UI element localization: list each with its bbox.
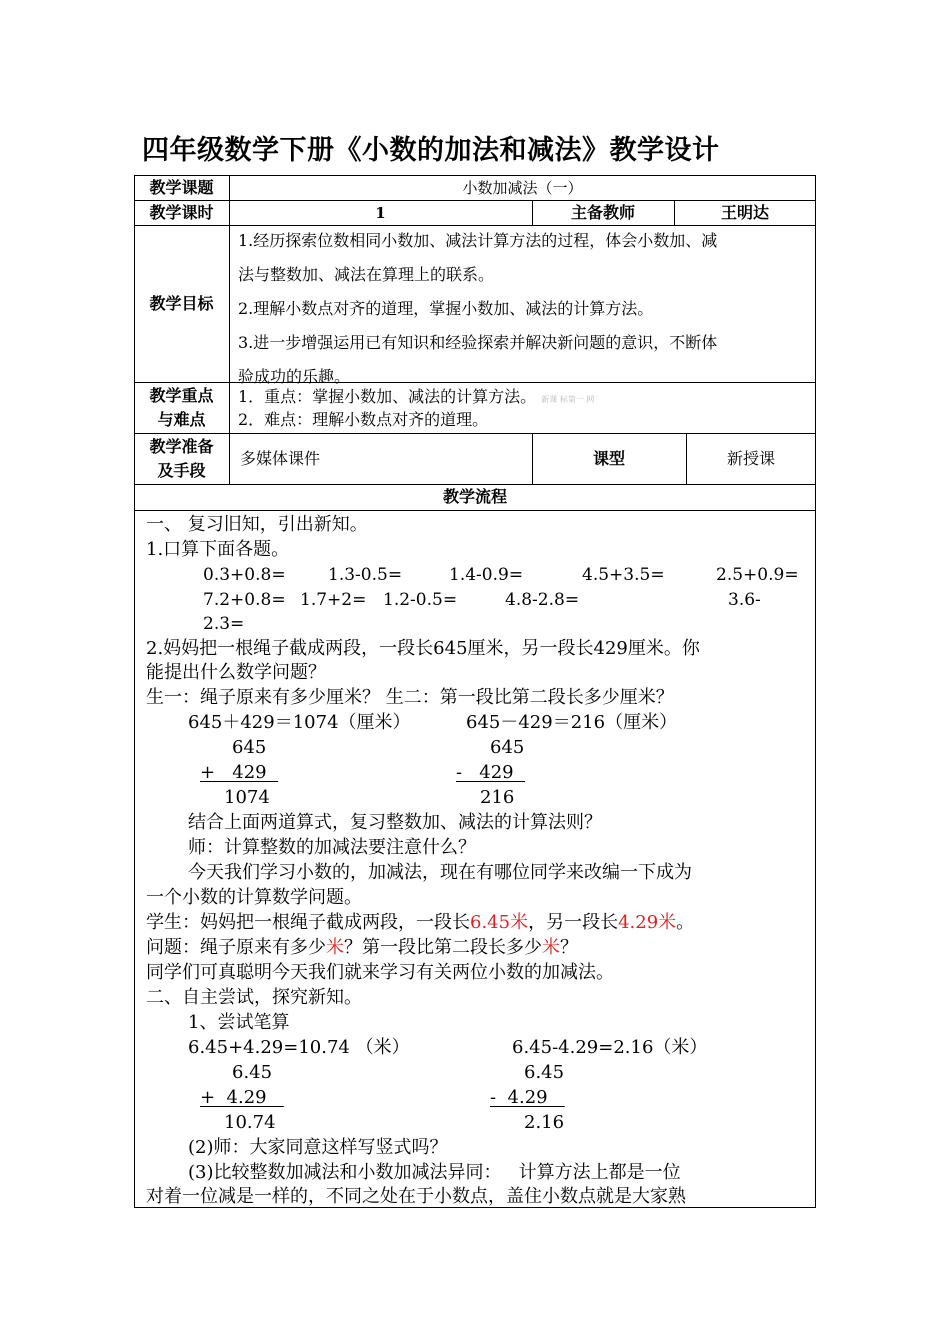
flow-label: 教学流程	[442, 487, 507, 506]
oral-calc: 1.2-0.5=	[383, 590, 458, 610]
goals-label: 教学目标	[149, 294, 214, 313]
compare-line: 对着一位减是一样的，不同之处在于小数点，盖住小数点就是大家熟	[146, 1186, 686, 1207]
oral-calc: 3.6-	[728, 590, 761, 610]
compare-line: (3)比较整数加减法和小数加减法异同： 计算方法上都是一位	[188, 1162, 681, 1183]
student-answer-text: ，另一段长	[528, 912, 619, 933]
question-2-line: 2.妈妈把一根绳子截成两段，一段长645厘米，另一段长429厘米。你	[146, 638, 700, 659]
table-rule	[134, 433, 816, 434]
today-line: 一个小数的计算数学问题。	[146, 887, 362, 908]
oral-calc: 1.3-0.5=	[328, 565, 403, 585]
key-label-2: 与难点	[157, 410, 206, 429]
prep-label-1: 教学准备	[149, 437, 214, 456]
vertical2-add-mid: + 4.29	[200, 1087, 284, 1108]
oral-calc: 4.5+3.5=	[582, 565, 665, 585]
topic-value: 小数加减法（一）	[462, 179, 583, 197]
type-label: 课型	[592, 449, 625, 468]
problem-text: ？第一段比第二段长多少	[344, 937, 542, 958]
goal-line: 2.理解小数点对齐的道理，掌握小数加、减法的计算方法。	[238, 299, 654, 318]
problem-text: ？	[560, 937, 578, 958]
section-2-title: 二、自主尝试，探究新知。	[146, 987, 362, 1008]
watermark-note: 新课 标第一 网	[541, 395, 595, 404]
problem-line	[146, 936, 578, 960]
vertical2-add-result: 10.74	[224, 1112, 276, 1133]
question-1: 1.口算下面各题。	[146, 539, 290, 560]
document-title: 四年级数学下册《小数的加法和减法》教学设计	[142, 135, 720, 166]
section-2-step: 1、尝试笔算	[188, 1012, 290, 1033]
section-1-title: 一、 复习旧知，引出新知。	[146, 514, 368, 535]
student-answer	[146, 911, 694, 935]
highlight-unit: 米	[326, 937, 344, 958]
key-point-2: 2．难点：理解小数点对齐的道理。	[238, 410, 489, 429]
vertical2-sub-top: 6.45	[524, 1062, 565, 1083]
prep-label-2: 及手段	[157, 461, 206, 480]
key-label-1: 教学重点	[149, 386, 214, 405]
equation2-sub: 6.45-4.29=2.16（米）	[512, 1037, 708, 1058]
table-rule	[134, 510, 816, 511]
vertical-sub-result: 216	[480, 787, 515, 808]
oral-calc: 4.8-2.8=	[505, 590, 580, 610]
student-answer-text: 。	[676, 912, 695, 933]
goal-line: 法与整数加、减法在算理上的联系。	[238, 265, 495, 284]
student-questions: 生一：绳子原来有多少厘米？ 生二：第一段比第二段长多少厘米？	[146, 687, 674, 708]
question-2-line: 能提出什么数学问题？	[146, 662, 326, 683]
period-label: 教学课时	[149, 203, 214, 222]
highlight-value: 6.45米	[470, 912, 529, 933]
praise-line: 同学们可真聪明今天我们就来学习有关两位小数的加减法。	[146, 962, 614, 983]
teacher-agree-question: (2)师：大家同意这样写竖式吗？	[188, 1137, 448, 1158]
problem-text: 问题：绳子原来有多少	[146, 937, 326, 958]
highlight-unit: 米	[542, 937, 560, 958]
period-value: 1	[375, 204, 386, 222]
prep-value: 多媒体课件	[240, 449, 321, 468]
key-point-text: 1．重点：掌握小数加、减法的计算方法。	[238, 387, 537, 406]
student-answer-text: 学生：妈妈把一根绳子截成两段，一段长	[146, 912, 470, 933]
vertical2-sub-mid: - 4.29	[490, 1087, 565, 1108]
goal-line: 1.经历探索位数相同小数加、减法计算方法的过程，体会小数加、减	[238, 231, 718, 250]
equation-add: 645＋429＝1074（厘米）	[188, 712, 411, 733]
highlight-value: 4.29米	[618, 912, 677, 933]
today-line: 今天我们学习小数的，加减法，现在有哪位同学来改编一下成为	[188, 862, 692, 883]
vertical2-add-top: 6.45	[232, 1062, 273, 1083]
topic-label: 教学课题	[149, 178, 214, 197]
vertical-add-result: 1074	[224, 787, 270, 808]
vertical-sub-top: 645	[490, 737, 525, 758]
goals-list	[238, 224, 813, 394]
oral-calc: 1.4-0.9=	[449, 565, 524, 585]
teacher-value: 王明达	[720, 203, 769, 222]
review-prompt: 结合上面两道算式，复习整数加、减法的计算法则？	[188, 812, 602, 833]
teacher-label: 主备教师	[570, 203, 635, 222]
vertical2-sub-result: 2.16	[524, 1112, 565, 1133]
goal-line: 验成功的乐趣。	[238, 367, 351, 386]
type-value: 新授课	[726, 449, 775, 468]
vertical-sub-mid: - 429	[456, 762, 526, 783]
oral-calc-wrap: 2.3=	[203, 614, 245, 634]
equation-sub: 645－429＝216（厘米）	[466, 712, 678, 733]
oral-calc: 2.5+0.9=	[716, 565, 799, 585]
goal-line: 3.进一步增强运用已有知识和经验探索并解决新问题的意识，不断体	[238, 333, 718, 352]
oral-calc: 0.3+0.8=	[203, 565, 286, 585]
equation2-add: 6.45+4.29=10.74 （米）	[188, 1037, 410, 1058]
teacher-question: 师：计算整数的加减法要注意什么？	[188, 837, 476, 858]
oral-calc: 7.2+0.8=	[203, 590, 286, 610]
vertical-add-mid: + 429	[200, 762, 279, 783]
vertical-add-top: 645	[232, 737, 267, 758]
oral-calc: 1.7+2=	[300, 590, 367, 610]
